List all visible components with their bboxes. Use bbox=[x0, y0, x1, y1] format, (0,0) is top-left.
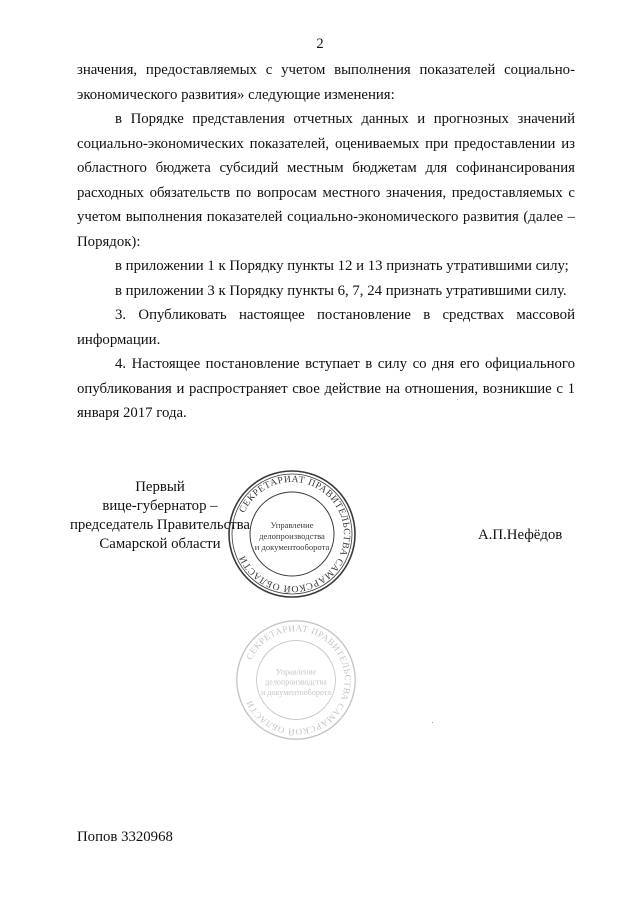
paragraph-clause-3: 3. Опубликовать настоящее постановление в средствах массовой информации. bbox=[77, 307, 575, 348]
paragraph-procedure: в Порядке представления отчетных данных и прогнозных значений социально-экономических показателей, оцениваемых при предоставлении из областного бюджета субсидий местным бюджетам для софинансирования расходных обязательств по вопросам местного значения, предоставляемых с учетом выполнения показателей социально-экономического развития (далее – Порядок): bbox=[77, 111, 575, 250]
seal-center-line: и документооборота bbox=[254, 542, 330, 552]
seal-bleed-through bbox=[234, 618, 358, 742]
position-line: председатель Правительства bbox=[69, 517, 251, 533]
svg-text:СЕКРЕТАРИАТ ПРАВИТЕЛЬСТВА САМА: СЕКРЕТАРИАТ ПРАВИТЕЛЬСТВА САМАРСКОЙ ОБЛАСТИ bbox=[243, 623, 353, 737]
svg-text:и документооборота: и документооборота bbox=[261, 688, 331, 698]
seal-center-line: делопроизводства bbox=[259, 531, 325, 541]
position-line: Первый bbox=[135, 479, 185, 495]
position-line: вице-губернатор – bbox=[102, 498, 218, 514]
svg-text:делопроизводства: делопроизводства bbox=[265, 677, 327, 687]
scan-speck bbox=[457, 399, 458, 400]
paragraph-appendix-1: в приложении 1 к Порядку пункты 12 и 13 признать утратившими силу; bbox=[115, 258, 569, 274]
executor-note: Попов 3320968 bbox=[77, 829, 173, 845]
paragraph-clause-4: 4. Настоящее постановление вступает в силу со дня его официального опубликования и распространяет свое действие на отношения, возникшие с 1 января 2017 года. bbox=[77, 356, 575, 421]
paragraph-continuation: значения, предоставляемых с учетом выполнения показателей социально-экономического развития» следующие изменения: bbox=[77, 62, 575, 103]
official-seal bbox=[226, 468, 358, 600]
signer-name: А.П.Нефёдов bbox=[478, 527, 563, 543]
page-number: 2 bbox=[316, 36, 324, 52]
paragraph-appendix-3: в приложении 3 к Порядку пункты 6, 7, 24 признать утратившими силу. bbox=[115, 282, 567, 299]
svg-text:Управление: Управление bbox=[275, 667, 317, 677]
document-body bbox=[77, 58, 575, 426]
scan-speck bbox=[432, 722, 433, 723]
seal-center-line: Управление bbox=[270, 520, 314, 530]
seal-ring-text: СЕКРЕТАРИАТ ПРАВИТЕЛЬСТВА САМАРСКОЙ ОБЛАСТИ bbox=[237, 473, 353, 595]
position-line: Самарской области bbox=[99, 536, 221, 552]
